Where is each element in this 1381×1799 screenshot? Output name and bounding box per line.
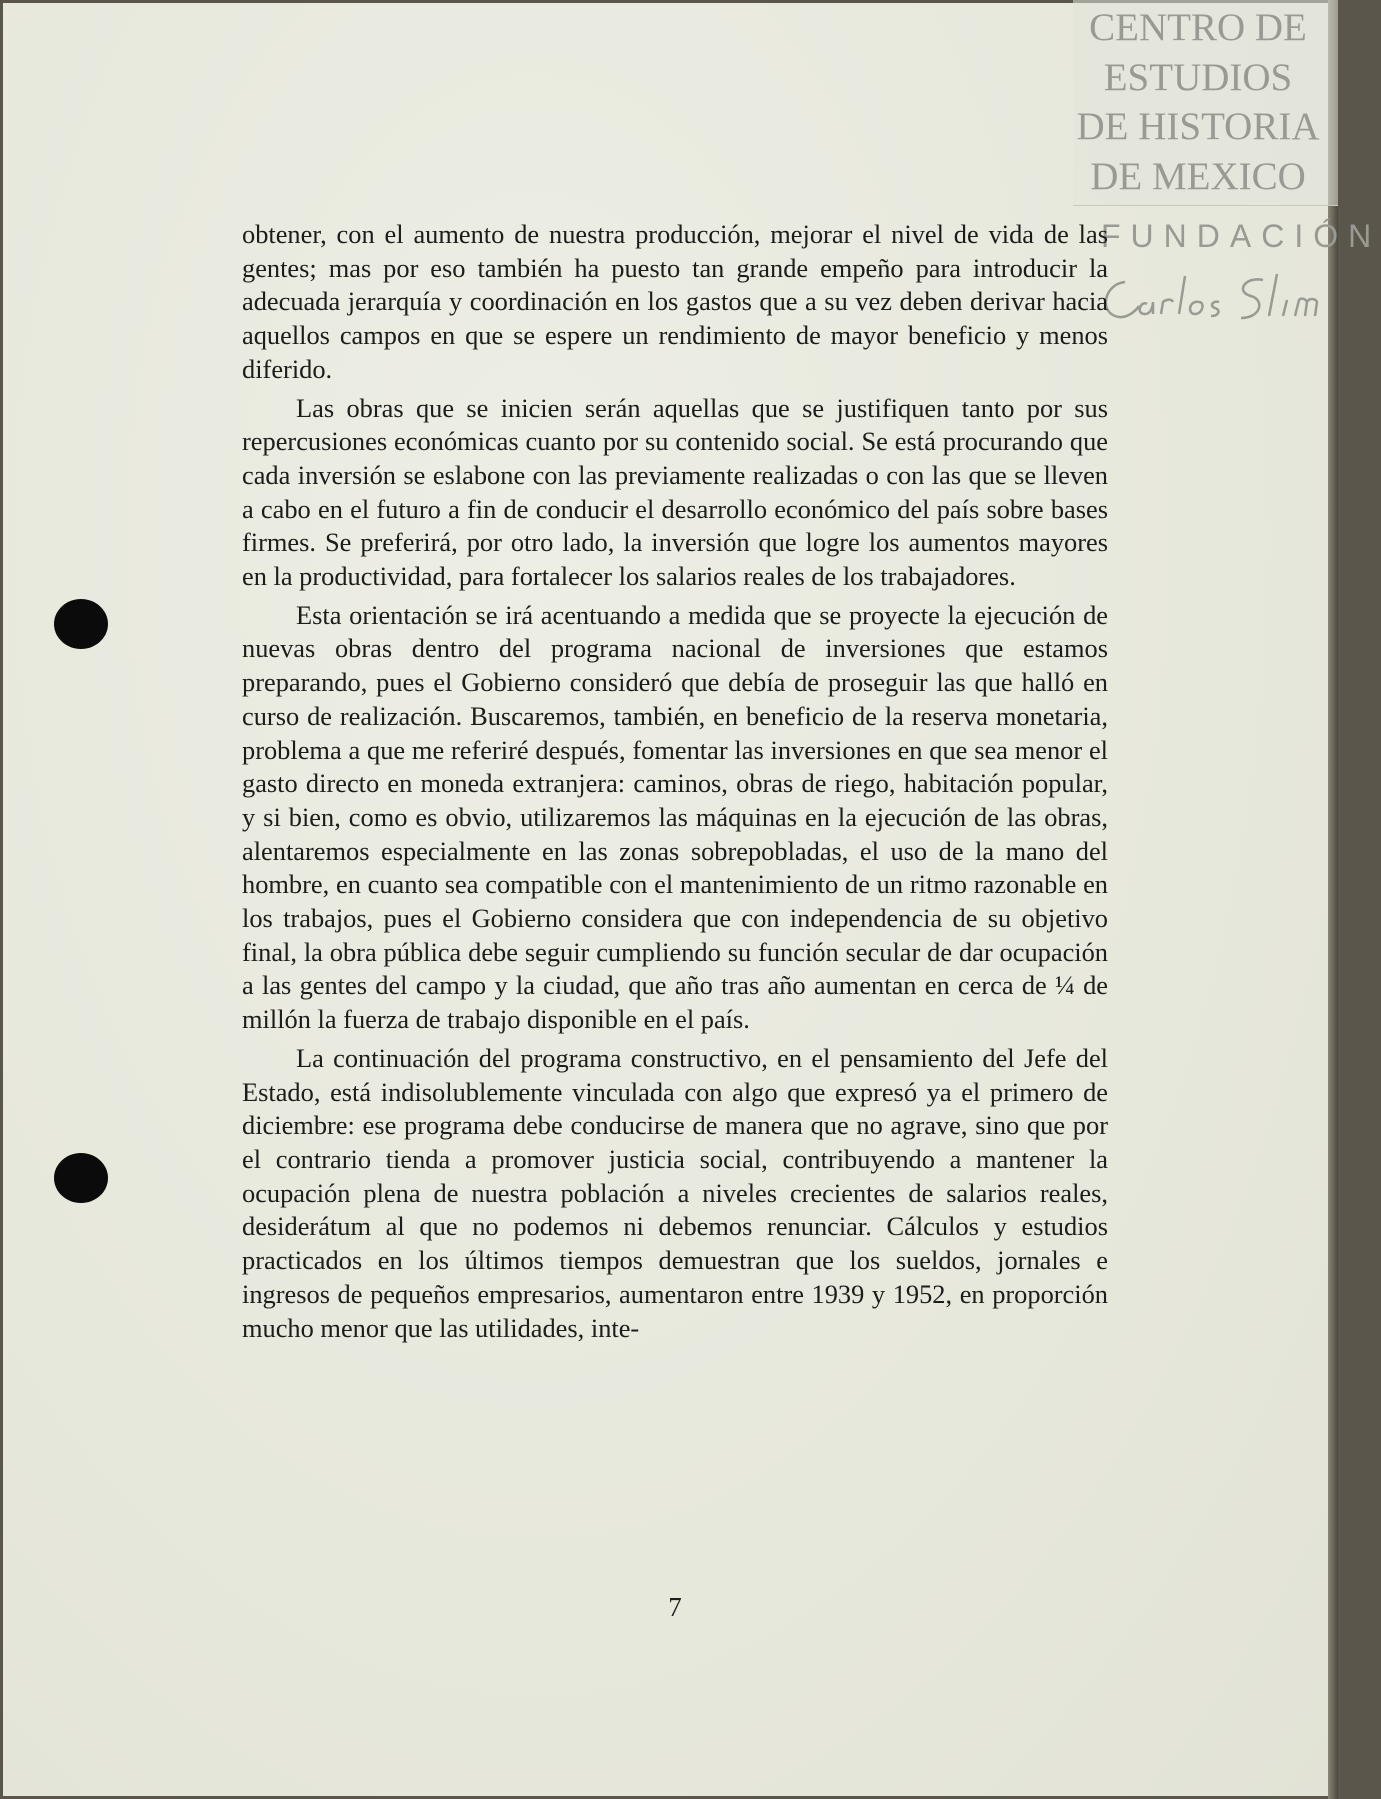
watermark-line: CENTRO DE xyxy=(1089,6,1307,49)
watermark-line: DE HISTORIA xyxy=(1076,105,1320,148)
page-number: 7 xyxy=(668,1592,682,1622)
watermark-line: ESTUDIOS xyxy=(1103,56,1293,99)
binder-hole-icon xyxy=(54,599,108,649)
paragraph: obtener, con el aumento de nuestra producción, mejorar el nivel de vida de las gentes; mas por eso también ha puesto tan grande empeño para introducir la adecuada jerarquía y coordinación en los gastos que a su vez deben derivar hacia aquellos campos en que se espere un rendimiento de mayor beneficio y menos diferido. xyxy=(242,219,1108,384)
paragraph: La continuación del programa constructivo, en el pensamiento del Jefe del Estado, está indisolublemente vinculada con algo que expresó ya el primero de diciembre: ese programa debe conducirse de manera que no agrave, sino que por el contrario tienda a promover justicia social, contribuyendo a mantener la ocupación plena de nuestra población a niveles crecientes de salarios reales, desiderátum al que no podemos ni debemos renunciar. Cálculos y estudios practicados en los últimos tiempos demuestran que los sueldos, jornales e ingresos de pequeños empresarios, aumentaron entre 1939 y 1952, en proporción mucho menor que las utilidades, inte- xyxy=(242,1042,1108,1343)
paragraph: Las obras que se inicien serán aquellas que se justifiquen tanto por sus repercusiones económicas cuanto por su contenido social. Se está procurando que cada inversión se eslabone con las previamente realizadas o con las que se lleven a cabo en el futuro a fin de conducir el desarrollo económico del país sobre bases firmes. Se preferirá, por otro lado, la inversión que logre los aumentos mayores en la productividad, para fortalecer los salarios reales de los trabajadores. xyxy=(242,392,1108,592)
paragraph: Esta orientación se irá acentuando a medida que se proyecte la ejecución de nuevas obras dentro del programa nacional de inversiones que estamos preparando, pues el Gobierno consideró que debía de proseguir las que halló en curso de realización. Buscaremos, también, en beneficio de la reserva monetaria, problema a que me referiré después, fomentar las inversiones en que sea menor el gasto directo en moneda extranjera: caminos, obras de riego, habitación popular, y si bien, como es obvio, utilizaremos las máquinas en la ejecución de las obras, alentaremos especialmente en las zonas sobrepobladas, el uso de la mano del hombre, en cuanto sea compatible con el mantenimiento de un ritmo razonable en los trabajos, pues el Gobierno considera que con independencia de su objetivo final, la obra pública debe seguir cumpliendo su función secular de dar ocupación a las gentes del campo y la ciudad, que año tras año aumentan en cerca de ¼ de millón la fuerza de trabajo disponible en el país. xyxy=(242,599,1108,1035)
watermark-foundation: FUNDACIÓN xyxy=(1101,218,1381,254)
signature-icon xyxy=(1095,270,1335,330)
archive-watermark xyxy=(1073,0,1381,335)
body-text xyxy=(242,218,1108,1350)
watermark-line: DE MEXICO xyxy=(1090,155,1306,198)
binder-hole-icon xyxy=(54,1153,108,1203)
